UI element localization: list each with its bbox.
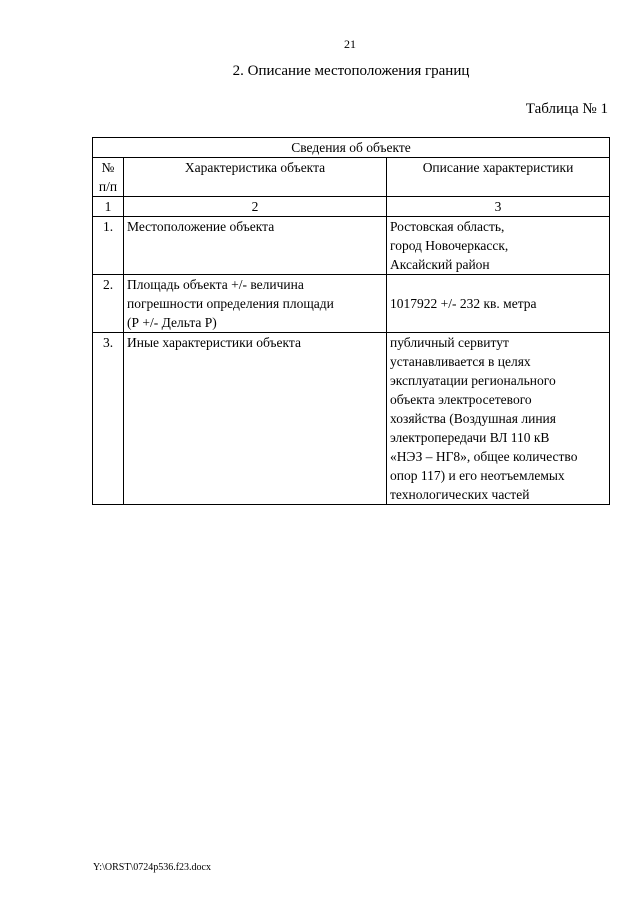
column-number-2: 2 [124,197,387,217]
table-title-row [93,138,610,158]
description-line: объекта электросетевого [390,392,532,407]
characteristic-line: Иные характеристики объекта [127,335,301,350]
description-line: устанавливается в целях [390,354,531,369]
description-line: электропередачи ВЛ 110 кВ [390,430,550,445]
header-characteristic: Характеристика объекта [124,158,387,197]
row-description [387,275,610,333]
page-number: 21 [344,37,356,51]
description-line: опор 117) и его неотъемлемых [390,468,565,483]
row-num: 3. [93,333,124,505]
table-caption: Таблица № 1 [525,101,608,117]
description-line: 1017922 +/- 232 кв. метра [390,296,537,311]
characteristic-line: Местоположение объекта [127,219,275,234]
object-info-table [92,137,610,505]
header-num-line2: п/п [98,179,118,194]
description-line: хозяйства (Воздушная линия [390,411,556,426]
characteristic-line: (Р +/- Дельта Р) [127,315,217,330]
header-num [93,158,124,197]
row-characteristic [124,217,387,275]
table-row [93,275,610,333]
table-title: Сведения об объекте [93,138,610,158]
column-number-row [93,197,610,217]
column-number-3: 3 [387,197,610,217]
description-line: «НЭЗ – НГ8», общее количество [390,449,578,464]
row-description [387,333,610,505]
column-number-1: 1 [93,197,124,217]
row-characteristic [124,333,387,505]
row-description [387,217,610,275]
row-num: 2. [93,275,124,333]
table-row [93,217,610,275]
table-header-row [93,158,610,197]
description-line: Аксайский район [390,257,490,272]
footer-file-path: Y:\ORST\0724p536.f23.docx [93,862,211,873]
table-row [93,333,610,505]
characteristic-line: погрешности определения площади [127,296,334,311]
description-line: Ростовская область, [390,219,505,234]
row-characteristic [124,275,387,333]
description-line: город Новочеркасск, [390,238,509,253]
description-line: технологических частей [390,487,530,502]
row-num: 1. [93,217,124,275]
description-line: публичный сервитут [390,335,509,350]
section-title: 2. Описание местоположения границ [232,63,470,79]
header-description: Описание характеристики [387,158,610,197]
header-num-line1: № [101,160,115,175]
description-line: эксплуатации регионального [390,373,556,388]
characteristic-line: Площадь объекта +/- величина [127,277,304,292]
